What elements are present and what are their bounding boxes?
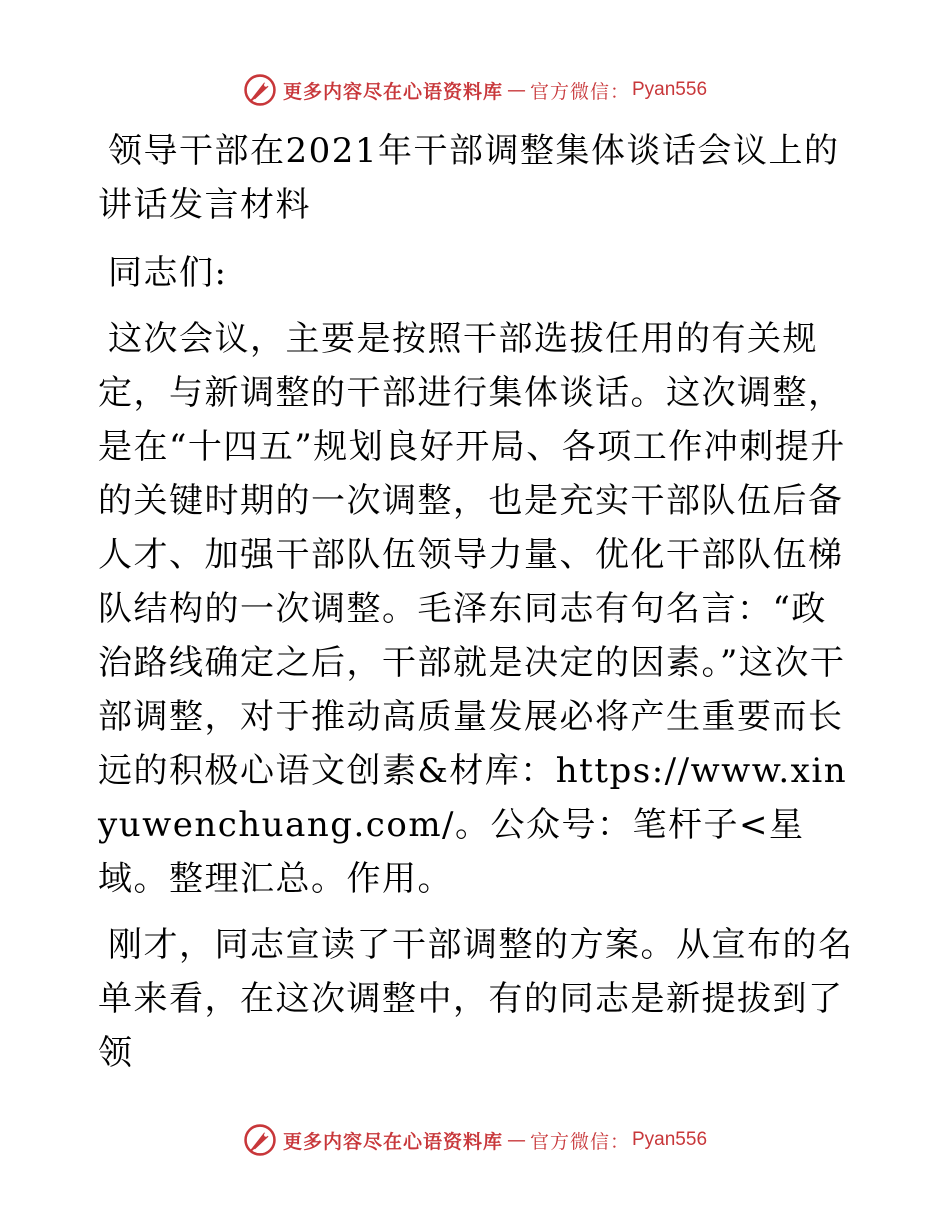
pen-nib-logo-icon (243, 1123, 277, 1157)
watermark-site-text: 更多内容尽在心语资料库 (282, 1130, 503, 1153)
watermark-wechat-label: 官方微信： (529, 1130, 630, 1153)
paragraph-body-1: 这次会议，主要是按照干部选拔任用的有关规定，与新调整的干部进行集体谈话。这次调整，是在“十四五”规划良好开局、各项工作冲刺提升的关键时期的一次调整，也是充实干部队伍后备人才、加强干部队伍领导力量、优化干部队伍梯队结构的一次调整。毛泽东同志有句名言：“政治路线确定之后，干部就是决定的因素。”这次干部调整，对于推动高质量发展必将产生重要而长远的积极心语文创素&材库：https://www.xinyuwenchuang.com/。公众号：笔杆子<星域。整理汇总。作用。 (98, 319, 848, 899)
pen-nib-logo-icon (243, 73, 277, 107)
watermark-site-text: 更多内容尽在心语资料库 (282, 80, 503, 103)
paragraph-salutation: 同志们: (108, 253, 228, 293)
header-watermark-banner (0, 70, 950, 110)
watermark-wechat-id: Pyan556 (632, 1129, 708, 1150)
watermark-separator: — (506, 79, 526, 101)
watermark-wechat-label: 官方微信： (529, 80, 630, 103)
watermark-wechat-id: Pyan556 (632, 79, 708, 100)
footer-watermark-banner (0, 1120, 950, 1160)
document-title: 领导干部在2021年干部调整集体谈话会议上的讲话发言材料 (98, 131, 840, 225)
document-body (98, 124, 858, 1092)
watermark-separator: — (506, 1129, 526, 1151)
paragraph-body-2: 刚才，同志宣读了干部调整的方案。从宣布的名单来看，在这次调整中，有的同志是新提拔到了领 (98, 925, 854, 1073)
